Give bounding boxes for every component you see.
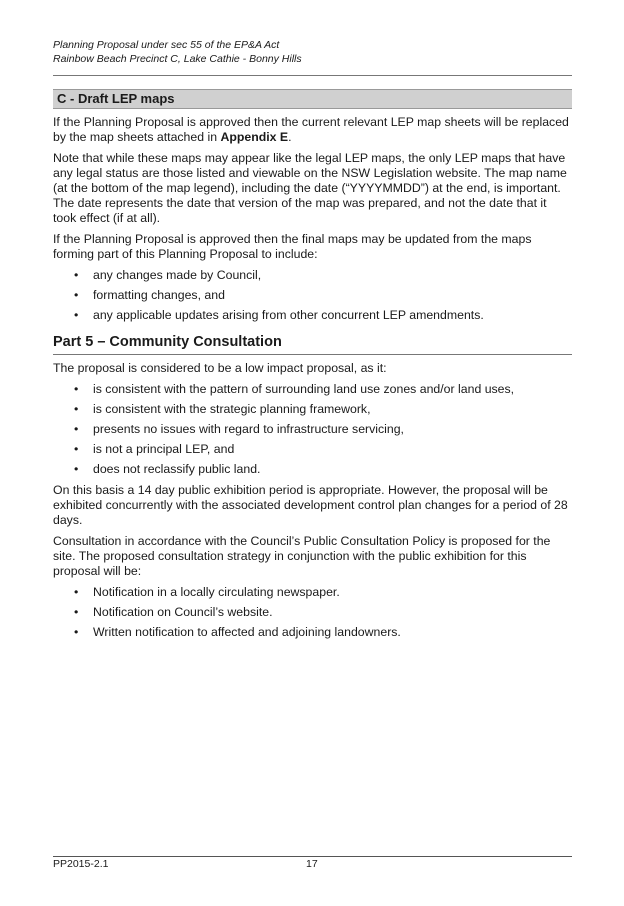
bullet-icon: • [74,268,79,282]
list-item-text: Written notification to affected and adjoining landowners. [93,625,401,639]
part-5-paragraph-1: The proposal is considered to be a low impact proposal, as it: [53,361,387,375]
list-item-text: does not reclassify public land. [93,462,261,476]
header-divider [53,75,572,76]
bullet-icon: • [74,422,79,436]
list-item-text: presents no issues with regard to infrastructure servicing, [93,422,404,436]
list-item-text: Notification on Council’s website. [93,605,273,619]
footer-divider [53,856,572,857]
bullet-icon: • [74,442,79,456]
list-item [53,585,572,600]
section-c-p1-text: If the Planning Proposal is approved then the current relevant LEP map sheets will be replaced by the map sheets attached in [53,115,569,144]
section-c-paragraph-3: If the Planning Proposal is approved then the final maps may be updated from the maps forming part of this Planning Proposal to include: [53,232,532,261]
page-content [53,89,572,646]
list-item-text: is not a principal LEP, and [93,442,235,456]
page-header [53,38,572,66]
page-number: 17 [306,858,318,870]
appendix-reference: Appendix E [220,130,289,144]
list-item [53,402,572,417]
section-c-p1-end: . [288,130,292,144]
part-5-bullet-list-2 [53,585,572,640]
list-item [53,605,572,620]
list-item-text: formatting changes, and [93,288,225,302]
document-code: PP2015-2.1 [53,858,109,870]
bullet-icon: • [74,625,79,639]
header-line-2: Rainbow Beach Precinct C, Lake Cathie - Bonny Hills [53,53,302,65]
list-item-text: any applicable updates arising from other concurrent LEP amendments. [93,308,484,322]
bullet-icon: • [74,402,79,416]
bullet-icon: • [74,308,79,322]
list-item [53,308,572,323]
bullet-icon: • [74,462,79,476]
bullet-icon: • [74,288,79,302]
list-item-text: is consistent with the pattern of surrounding land use zones and/or land uses, [93,382,515,396]
bullet-icon: • [74,382,79,396]
list-item [53,625,572,640]
part-5-paragraph-3: Consultation in accordance with the Council’s Public Consultation Policy is proposed for the site. The proposed consultation strategy in conjunction with the public exhibition for this proposal will be: [53,534,551,578]
part-5-heading: Part 5 – Community Consultation [53,333,572,355]
list-item-text: Notification in a locally circulating newspaper. [93,585,340,599]
list-item-text: any changes made by Council, [93,268,262,282]
list-item [53,288,572,303]
document-page [53,0,572,906]
header-line-1: Planning Proposal under sec 55 of the EP&A Act [53,39,280,51]
list-item [53,462,572,477]
part-5-paragraph-2: On this basis a 14 day public exhibition period is appropriate. However, the proposal will be exhibited concurrently with the associated development control plan changes for a period of 28 days. [53,483,568,527]
list-item-text: is consistent with the strategic planning framework, [93,402,371,416]
list-item [53,382,572,397]
list-item [53,422,572,437]
section-c-paragraph-2: Note that while these maps may appear like the legal LEP maps, the only LEP maps that have any legal status are those listed and viewable on the NSW Legislation website. The map name (at the bottom of the map legend), including the date (“YYYYMMDD”) at the end, is important. The date represents the date that version of the map was prepared, and not the date that it took effect (if at all). [53,151,567,225]
section-c-paragraph-1 [53,115,572,145]
section-c-heading: C - Draft LEP maps [53,89,572,109]
list-item [53,442,572,457]
section-c-bullet-list [53,268,572,323]
part-5-bullet-list-1 [53,382,572,477]
bullet-icon: • [74,585,79,599]
list-item [53,268,572,283]
bullet-icon: • [74,605,79,619]
